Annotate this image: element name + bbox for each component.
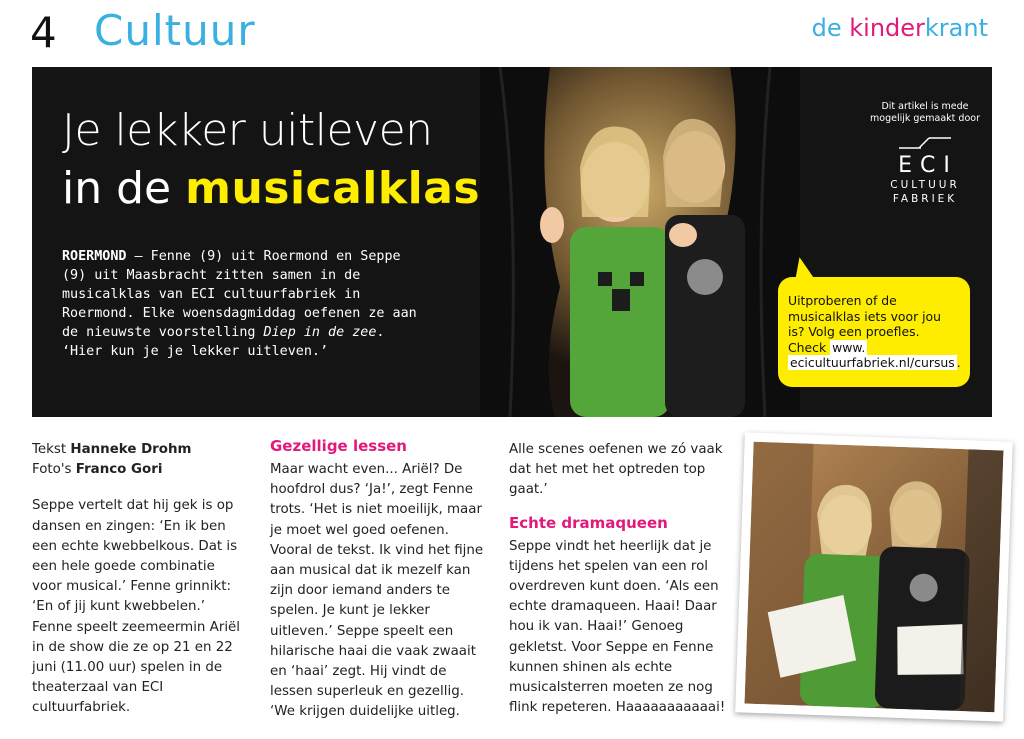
hero-banner bbox=[32, 67, 992, 417]
intro-paragraph bbox=[62, 247, 432, 361]
credit-text bbox=[32, 440, 242, 460]
credit-photo bbox=[32, 460, 242, 480]
intro-show-title: Diep in de zee bbox=[263, 325, 377, 340]
intro-place: ROERMOND bbox=[62, 249, 127, 264]
side-photo bbox=[745, 442, 1004, 713]
brand-part-kinder: kinder bbox=[849, 14, 925, 42]
eci-logo-line3: FABRIEK bbox=[892, 193, 958, 205]
col2-paragraph: Maar wacht even... Ariël? De hoofdrol dus? ‘Ja!’, zegt Fenne trots. ‘Het is niet moeilijk, maar je moet wel goed oefenen. Vooral de tekst. Ik vind het fijne aan musical dat ik mezelf kan zijn door iemand anders te spelen. Je kunt je lekker uitleven.’ Seppe speelt een hilarische haai die vaak zwaait en ‘haai’ zegt. Hij vindt de lessen superleuk en gezellig. ‘We krijgen duidelijke uitleg. bbox=[270, 462, 484, 720]
headline-line-1: Je lekker uitleven bbox=[62, 105, 433, 156]
subheading-echte-dramaqueen: Echte dramaqueen bbox=[509, 513, 668, 532]
subheading-gezellige-lessen: Gezellige lessen bbox=[270, 437, 407, 455]
eci-logo-line2: CULTUUR bbox=[890, 179, 960, 191]
page-number: 4 bbox=[30, 8, 57, 57]
article-column-2 bbox=[270, 436, 488, 735]
col3-paragraph-1: Alle scenes oefenen we zó vaak dat het met het optreden top gaat.’ bbox=[509, 442, 723, 498]
hero-photo bbox=[480, 67, 800, 417]
credit-text-label: Tekst bbox=[32, 442, 71, 457]
headline-line-2 bbox=[62, 163, 480, 214]
eci-logo-mark bbox=[885, 136, 965, 150]
brand-logo bbox=[812, 14, 988, 42]
side-photo-frame bbox=[735, 432, 1013, 721]
col1-paragraph: Seppe vertelt dat hij gek is op dansen en zingen: ‘En ik ben een echte kwebbelkous. Dat is een hele goede combinatie voor musical.’ Fenne grinnikt: ‘En of jij kunt kwebbelen.’ Fenne speelt zeemeermin Ariël in de show die ze op 21 en 22 juni (11.00 uur) spelen in de theaterzaal van ECI cultuurfabriek. bbox=[32, 498, 241, 716]
headline-line-2-plain: in de bbox=[62, 163, 186, 214]
speech-bubble bbox=[778, 277, 970, 387]
eci-logo bbox=[885, 135, 965, 206]
bubble-url-a[interactable]: www. bbox=[832, 339, 866, 355]
brand-part-de: de bbox=[811, 14, 850, 42]
credit-photo-author: Franco Gori bbox=[75, 462, 163, 478]
intro-text-a: – Fenne (9) uit Roermond en Seppe (9) uit Maasbracht zitten samen in de musicalklas van ECI cultuurfabriek in Roermond. Elke woensdagmiddag oefenen ze aan de nieuwste voorstelling bbox=[62, 249, 417, 340]
bubble-url-b[interactable]: ecicultuurfabriek.nl/cursus bbox=[790, 355, 955, 370]
bubble-end: . bbox=[956, 355, 961, 370]
brand-part-krant: krant bbox=[924, 14, 988, 42]
intro-text-b: . ‘Hier kun je je lekker uitleven.’ bbox=[62, 325, 385, 359]
section-title: Cultuur bbox=[94, 6, 256, 55]
article-column-3 bbox=[509, 440, 735, 730]
credit-photo-label: Foto's bbox=[32, 462, 76, 478]
sponsor-note: Dit artikel is mede mogelijk gemaakt door bbox=[870, 101, 980, 124]
headline-highlight: musicalklas bbox=[185, 163, 481, 214]
credit-text-author: Hanneke Drohm bbox=[70, 442, 192, 457]
col3-paragraph-2: Seppe vindt het heerlijk dat je tijdens het spelen van een rol overdreven kunt doen. ‘Als een echte dramaqueen. Haai! Daar hou ik van. Haai!’ Genoeg gekletst. Voor Seppe en Fenne kunnen shinen als echte musicalsterren moeten ze nog flink repeteren. Haaaaaaaaaaai! bbox=[509, 538, 726, 716]
article-column-1 bbox=[32, 440, 242, 731]
bubble-text: Uitproberen of de musicalklas iets voor jou is? Volg een proefles. Check bbox=[788, 293, 941, 355]
eci-logo-main: ECI bbox=[898, 153, 958, 178]
sponsor-block bbox=[870, 101, 980, 206]
